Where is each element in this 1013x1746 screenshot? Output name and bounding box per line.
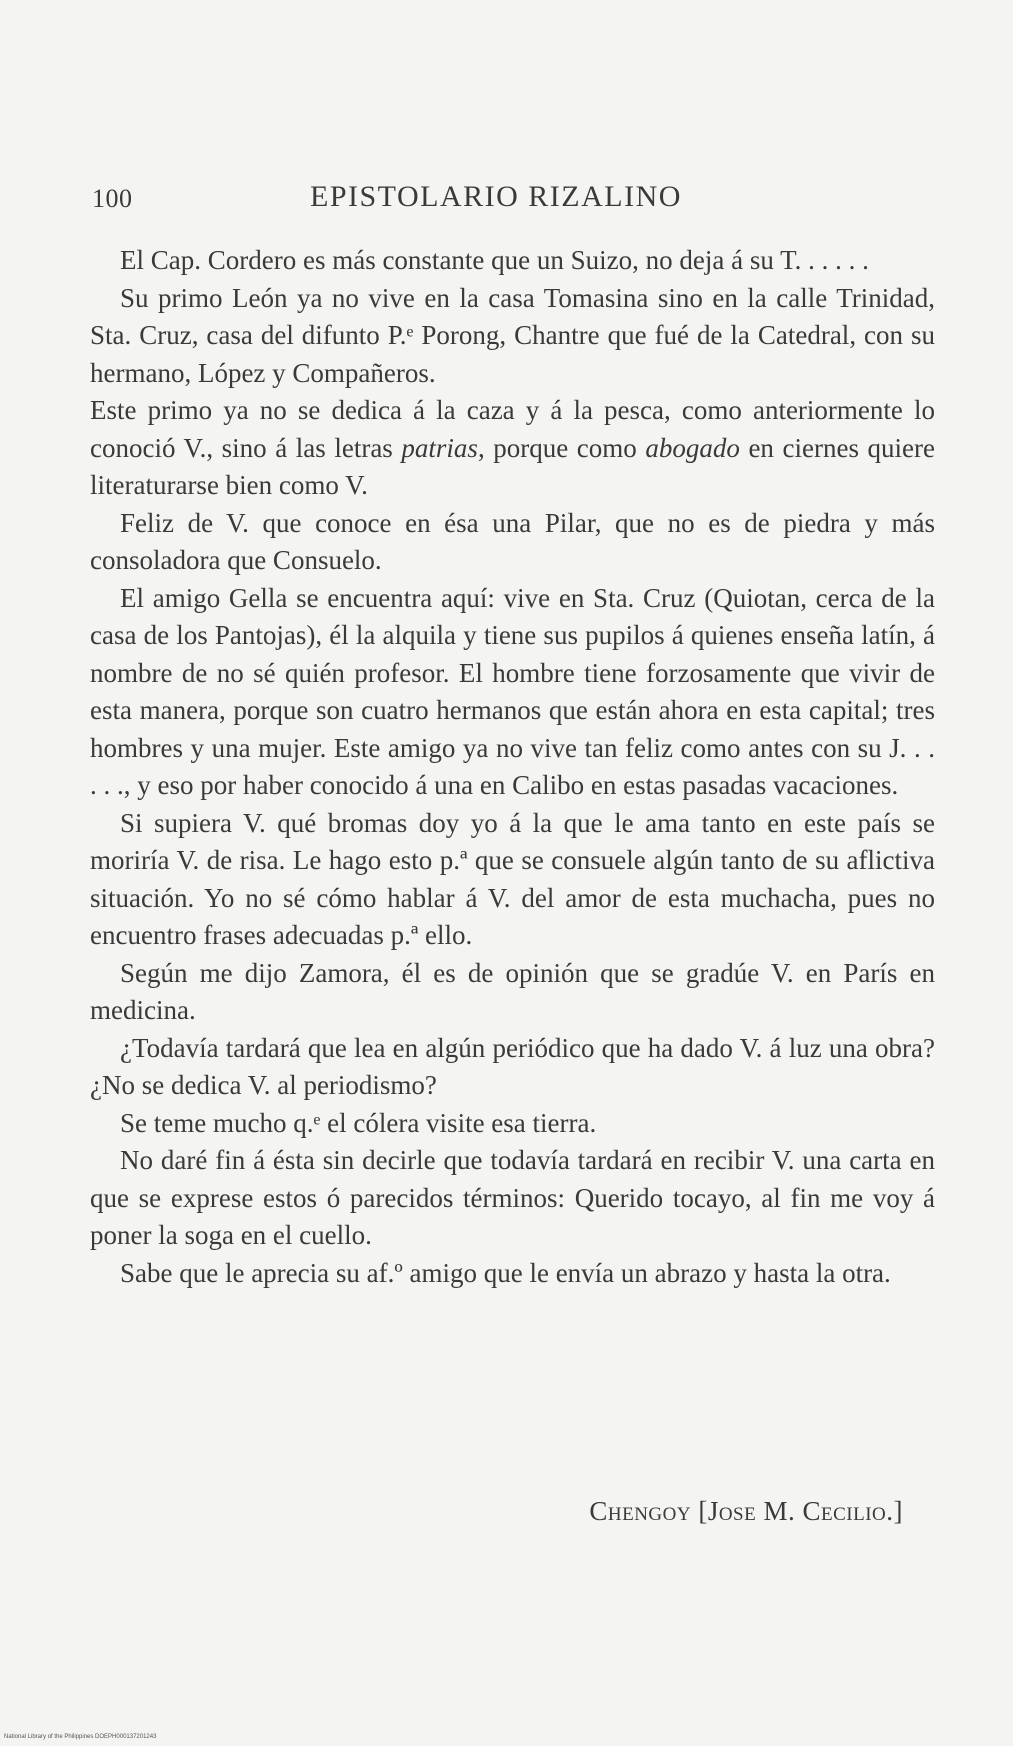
- paragraph: Su primo León ya no vive en la casa Tomasina sino en la calle Trinidad, Sta. Cruz, casa del difunto P.ᵉ Porong, Chantre que fué de la Catedral, con su hermano, López y Compañeros.: [90, 282, 935, 388]
- running-title: EPISTOLARIO RIZALINO: [310, 180, 682, 213]
- paragraph: Si supiera V. qué bromas doy yo á la que le ama tanto en este país se moriría V. de risa. Le hago esto p.ª que se consuele algún tanto de su aflictiva situación. Yo no sé cómo hablar á V. del amor de esta muchacha, pues no encuentro frases adecuadas p.ª ello.: [90, 807, 935, 950]
- paragraph: Feliz de V. que conoce en ésa una Pilar, que no es de piedra y más consoladora que Consuelo.: [90, 507, 935, 575]
- paragraph: Se teme mucho q.ᵉ el cólera visite esa tierra.: [120, 1107, 597, 1138]
- paragraph: No daré fin á ésta sin decirle que todavía tardará en recibir V. una carta en que se exprese estos ó parecidos términos: Querido tocayo, al fin me voy á poner la soga en el cuello.: [90, 1145, 935, 1250]
- text-run: Este primo ya no se dedica á la caza y á la pesca, como anteriormente lo conoció V., sino á las letras: [90, 395, 935, 463]
- paragraph: Según me dijo Zamora, él es de opinión que se gradúe V. en París en medicina.: [90, 957, 935, 1025]
- signature: Chengoy [Jose M. Cecilio.]: [589, 1496, 903, 1526]
- paragraph: El amigo Gella se encuentra aquí: vive en Sta. Cruz (Quiotan, cerca de la casa de los Pantojas), él la alquila y tiene sus pupilos á quienes enseña latín, á nombre de no sé quién profesor. El hombre tiene forzosamente que vivir de esta manera, porque son cuatro hermanos que están ahora en esta capital; tres hombres y una mujer. Este amigo ya no vive tan feliz como antes con su J. . . . . ., y eso por haber conocido á una en Calibo en estas pasadas vacaciones.: [90, 582, 935, 800]
- page-number: 100: [92, 184, 133, 213]
- paragraph: Sabe que le aprecia su af.º amigo que le envía un abrazo y hasta la otra.: [120, 1257, 891, 1288]
- italic-word: abogado: [645, 432, 740, 463]
- page-header: [92, 180, 932, 220]
- italic-word: patrias: [401, 432, 478, 463]
- text-run: , porque como: [477, 432, 646, 463]
- paragraph: [90, 392, 935, 505]
- paragraph: El Cap. Cordero es más constante que un Suizo, no deja á su T. . . . . .: [120, 245, 869, 275]
- letter-body: [90, 242, 935, 1292]
- footer-note: National Library of the Philippines DOEPH000137201243: [4, 1734, 157, 1740]
- text-run: en ciernes quiere literaturarse bien como V.: [90, 432, 935, 500]
- paragraph: ¿Todavía tardará que lea en algún periódico que ha dado V. á luz una obra? ¿No se dedica V. al periodismo?: [90, 1032, 935, 1100]
